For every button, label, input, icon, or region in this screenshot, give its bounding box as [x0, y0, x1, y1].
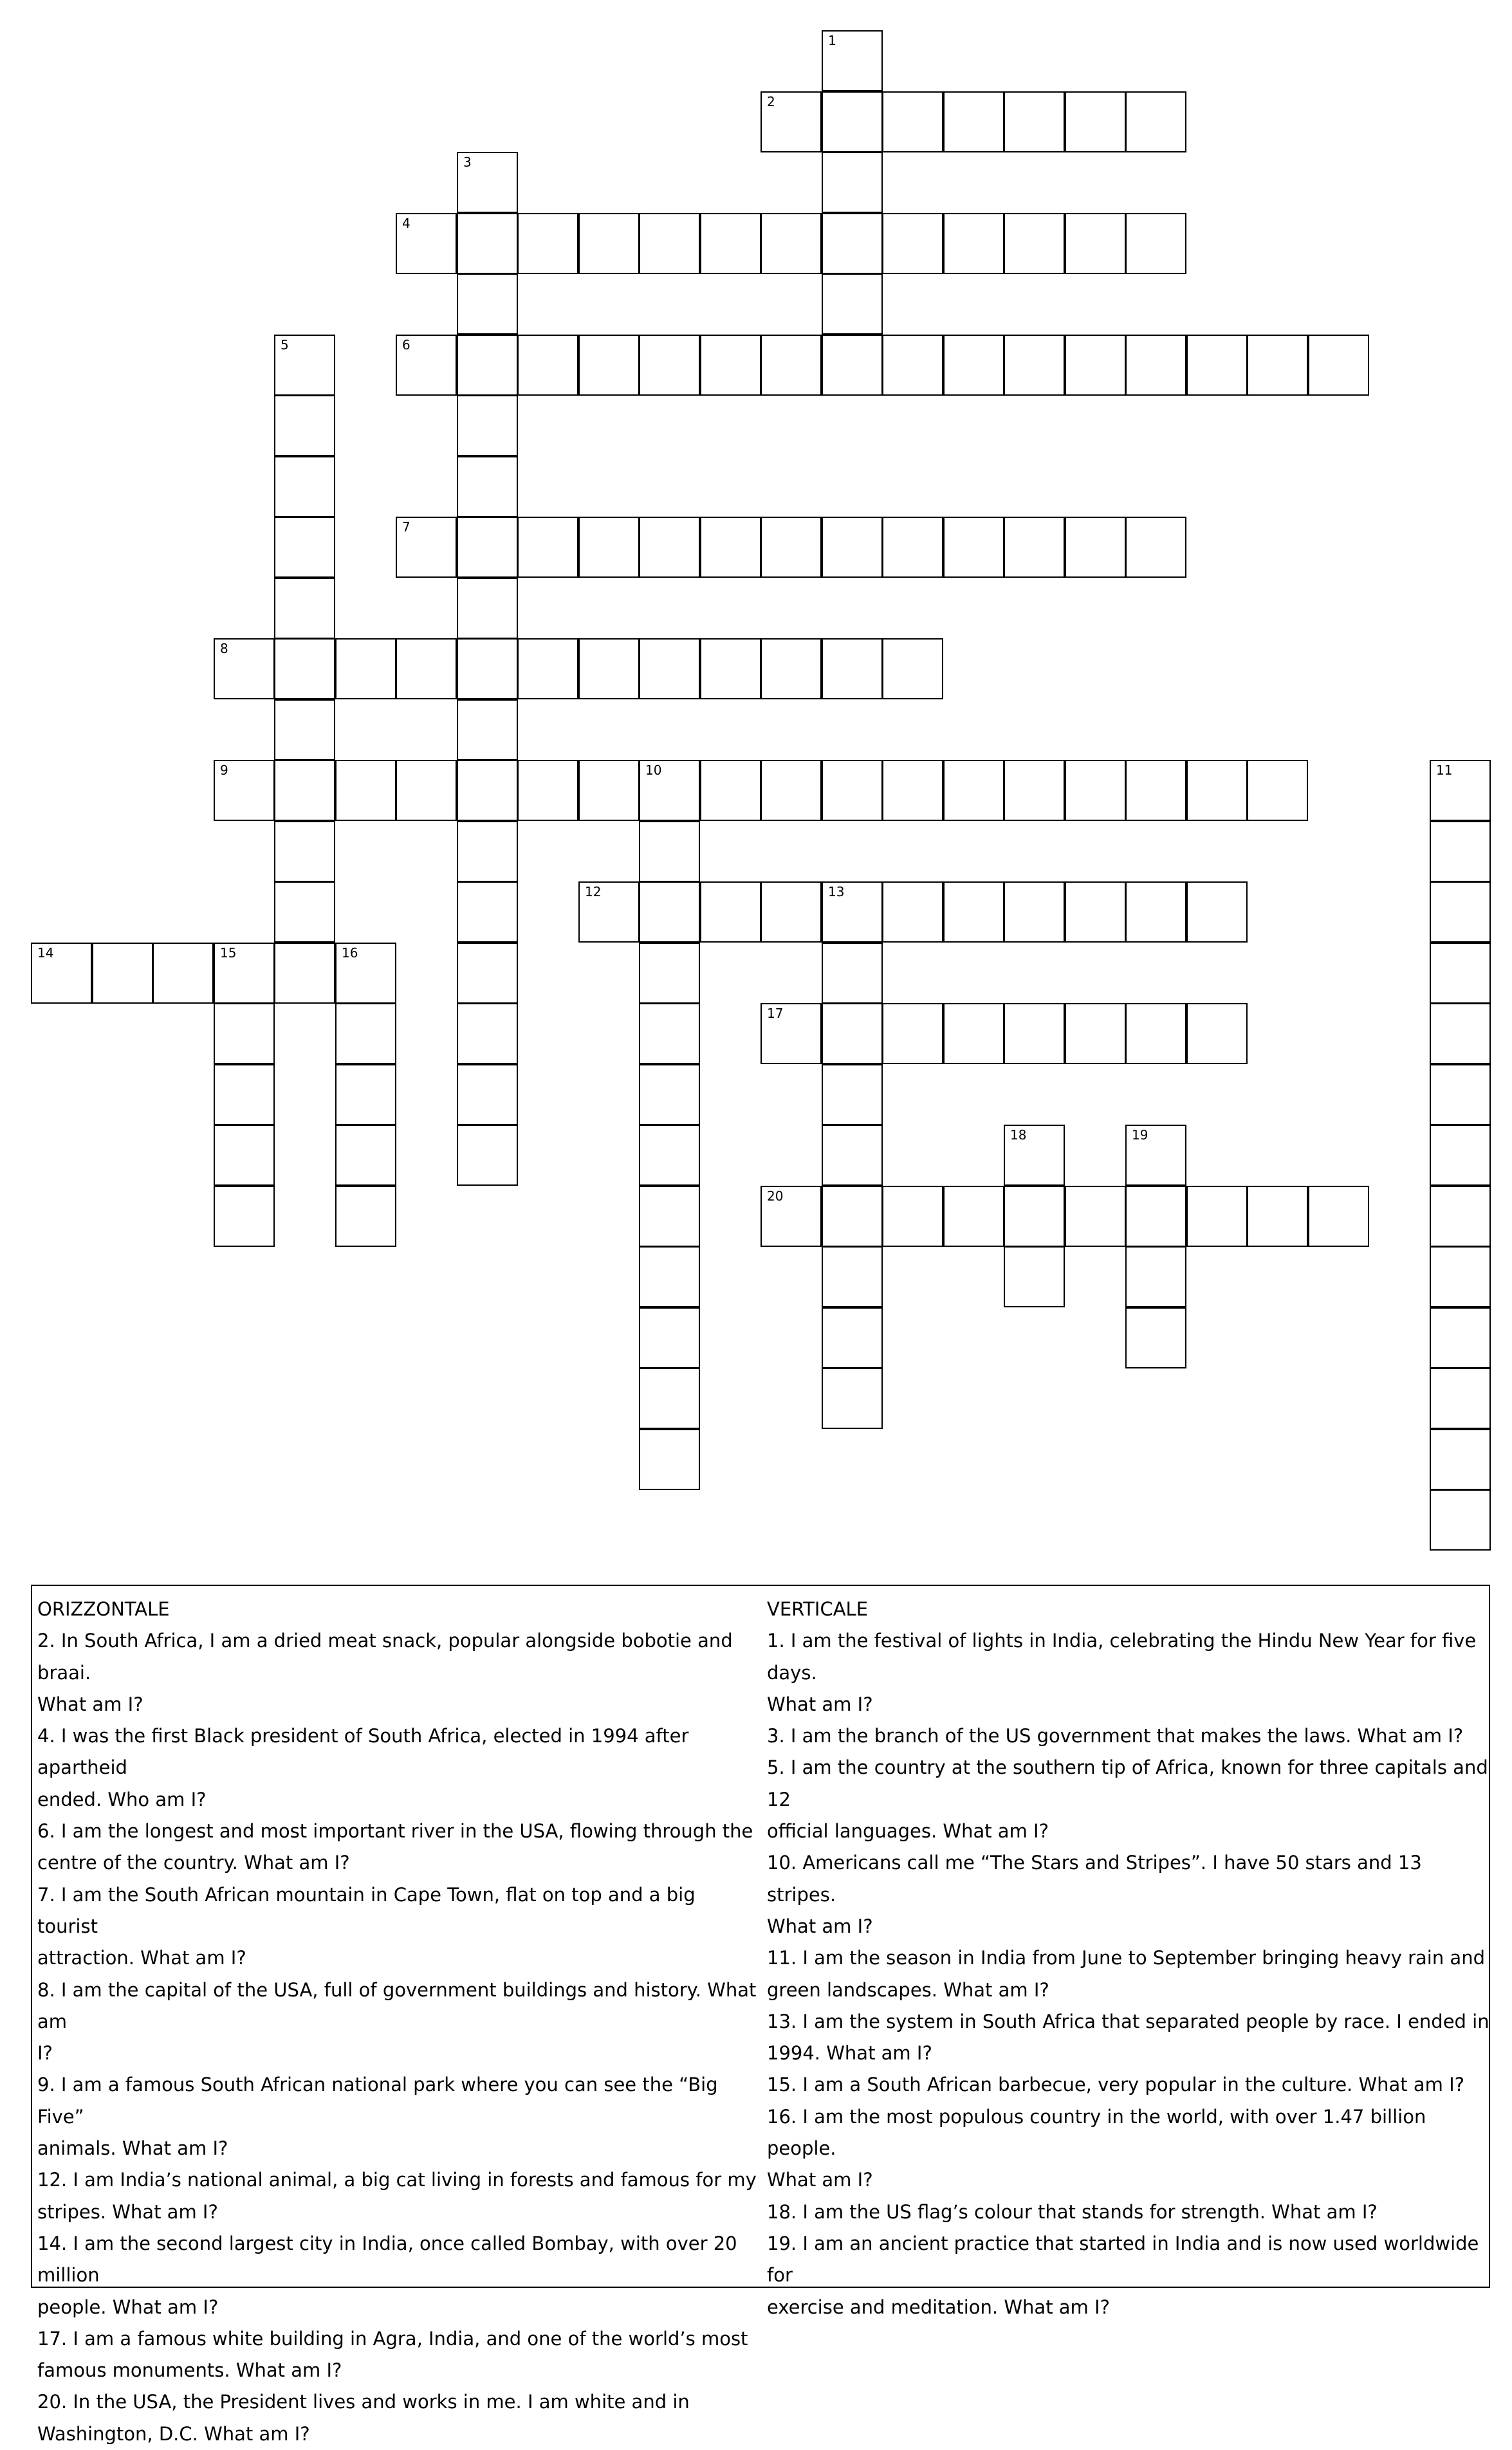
grid-cell[interactable]: [639, 1064, 700, 1125]
clue-number: 16: [342, 945, 358, 961]
grid-cell[interactable]: [882, 213, 943, 274]
clue-number: 19: [1132, 1127, 1148, 1143]
clue-number: 15: [220, 945, 237, 961]
grid-cell[interactable]: [578, 881, 640, 943]
down-clue-line: 16. I am the most populous country in the world, with over 1.47 billion people.: [767, 2105, 1426, 2160]
grid-cell[interactable]: [396, 517, 457, 578]
clues-box: [31, 1585, 1490, 2445]
grid-cell[interactable]: [1004, 517, 1065, 578]
grid-cell[interactable]: [517, 213, 578, 274]
across-clue-line: 8. I am the capital of the USA, full of government buildings and history. What am: [37, 1978, 757, 2032]
grid-cell[interactable]: [1065, 91, 1126, 152]
grid-cell[interactable]: [1186, 760, 1248, 821]
grid-cell[interactable]: [1065, 760, 1126, 821]
grid-cell[interactable]: [700, 760, 761, 821]
grid-cell[interactable]: [335, 1125, 396, 1186]
down-clue-line: What am I?: [767, 1693, 873, 1715]
grid-cell[interactable]: [457, 943, 518, 1004]
grid-cell[interactable]: [274, 821, 335, 882]
grid-cell[interactable]: [639, 1003, 700, 1064]
grid-cell[interactable]: [335, 1186, 396, 1247]
grid-cell[interactable]: [1430, 760, 1491, 821]
clue-number: 11: [1436, 762, 1453, 778]
clue-number: 7: [402, 519, 410, 535]
grid-cell[interactable]: [335, 943, 396, 1004]
grid-cell[interactable]: [639, 760, 700, 821]
grid-cell[interactable]: [943, 760, 1004, 821]
grid-cell[interactable]: [1430, 1064, 1491, 1125]
grid-cell[interactable]: [517, 760, 578, 821]
clue-number: 9: [220, 762, 228, 778]
across-clue-line: ended. Who am I?: [37, 1788, 207, 1810]
grid-cell[interactable]: [761, 638, 822, 699]
grid-cell[interactable]: [1004, 1186, 1065, 1247]
clue-number: 3: [463, 154, 472, 170]
down-clue-line: 15. I am a South African barbecue, very popular in the culture. What am I?: [767, 2074, 1465, 2096]
clue-number: 20: [767, 1188, 784, 1204]
grid-cell[interactable]: [943, 91, 1004, 152]
grid-cell[interactable]: [943, 213, 1004, 274]
grid-cell[interactable]: [639, 638, 700, 699]
grid-cell[interactable]: [639, 1307, 700, 1368]
clue-number: 5: [281, 337, 289, 353]
grid-cell[interactable]: [943, 1003, 1004, 1064]
grid-cell[interactable]: [1125, 1246, 1186, 1307]
grid-cell[interactable]: [214, 1003, 275, 1064]
grid-cell[interactable]: [578, 213, 640, 274]
grid-cell[interactable]: [457, 638, 518, 699]
grid-cell[interactable]: [1125, 1125, 1186, 1186]
grid-cell[interactable]: [578, 517, 640, 578]
grid-cell[interactable]: [517, 335, 578, 396]
grid-cell[interactable]: [882, 638, 943, 699]
grid-cell[interactable]: [882, 881, 943, 943]
grid-cell[interactable]: [761, 1186, 822, 1247]
grid-cell[interactable]: [92, 943, 153, 1004]
across-clue-line: people. What am I?: [37, 2296, 219, 2318]
grid-cell[interactable]: [214, 943, 275, 1004]
grid-cell[interactable]: [1430, 943, 1491, 1004]
grid-cell[interactable]: [578, 335, 640, 396]
grid-cell[interactable]: [700, 517, 761, 578]
grid-cell[interactable]: [1186, 1003, 1248, 1064]
across-clue-line: 4. I was the first Black president of South Africa, elected in 1994 after apartheid: [37, 1725, 689, 1779]
grid-cell[interactable]: [274, 638, 335, 699]
grid-cell[interactable]: [396, 638, 457, 699]
grid-cell[interactable]: [1430, 1489, 1491, 1551]
grid-cell[interactable]: [274, 881, 335, 943]
down-clues: [767, 1594, 1491, 2323]
grid-cell[interactable]: [1004, 1125, 1065, 1186]
grid-cell[interactable]: [1247, 335, 1308, 396]
grid-cell[interactable]: [822, 91, 883, 152]
clue-number: 8: [220, 641, 228, 656]
down-clue-line: 5. I am the country at the southern tip of Africa, known for three capitals and 12: [767, 1756, 1488, 1810]
down-clue-line: 19. I am an ancient practice that started in India and is now used worldwide for: [767, 2232, 1479, 2287]
grid-cell[interactable]: [882, 760, 943, 821]
grid-cell[interactable]: [457, 456, 518, 517]
grid-cell[interactable]: [578, 638, 640, 699]
grid-cell[interactable]: [943, 335, 1004, 396]
grid-cell[interactable]: [274, 760, 335, 821]
grid-cell[interactable]: [761, 213, 822, 274]
grid-cell[interactable]: [457, 1125, 518, 1186]
grid-cell[interactable]: [1004, 213, 1065, 274]
grid-cell[interactable]: [396, 760, 457, 821]
grid-cell[interactable]: [1125, 1003, 1186, 1064]
grid-cell[interactable]: [761, 881, 822, 943]
grid-cell[interactable]: [1004, 1003, 1065, 1064]
grid-cell[interactable]: [274, 517, 335, 578]
grid-cell[interactable]: [1125, 213, 1186, 274]
grid-cell[interactable]: [1430, 881, 1491, 943]
grid-cell[interactable]: [761, 517, 822, 578]
grid-cell[interactable]: [1004, 335, 1065, 396]
grid-cell[interactable]: [274, 335, 335, 396]
across-clue-line: 7. I am the South African mountain in Cape Town, flat on top and a big tourist: [37, 1883, 696, 1937]
grid-cell[interactable]: [31, 943, 92, 1004]
across-clue-line: centre of the country. What am I?: [37, 1852, 350, 1874]
grid-cell[interactable]: [1004, 91, 1065, 152]
grid-cell[interactable]: [214, 1186, 275, 1247]
grid-cell[interactable]: [214, 1064, 275, 1125]
across-clue-line: stripes. What am I?: [37, 2200, 218, 2223]
clue-number: 10: [645, 762, 662, 778]
grid-cell[interactable]: [274, 395, 335, 456]
grid-cell[interactable]: [822, 760, 883, 821]
grid-cell[interactable]: [822, 881, 883, 943]
grid-cell[interactable]: [214, 760, 275, 821]
grid-cell[interactable]: [396, 213, 457, 274]
grid-cell[interactable]: [396, 335, 457, 396]
grid-cell[interactable]: [1247, 1186, 1308, 1247]
grid-cell[interactable]: [517, 517, 578, 578]
grid-cell[interactable]: [822, 1125, 883, 1186]
grid-cell[interactable]: [943, 1186, 1004, 1247]
across-clue-line: What am I?: [37, 1693, 143, 1715]
across-clue-line: attraction. What am I?: [37, 1947, 246, 1969]
grid-cell[interactable]: [214, 638, 275, 699]
across-clue-list: [37, 1625, 758, 2450]
clue-number: 2: [767, 94, 775, 109]
grid-cell[interactable]: [822, 1246, 883, 1307]
down-clue-line: 11. I am the season in India from June to September bringing heavy rain and: [767, 1947, 1485, 1969]
across-clue-line: 17. I am a famous white building in Agra, India, and one of the world’s most: [37, 2327, 748, 2350]
grid-cell[interactable]: [822, 1064, 883, 1125]
grid-cell[interactable]: [1430, 1368, 1491, 1429]
grid-cell[interactable]: [639, 821, 700, 882]
grid-cell[interactable]: [700, 213, 761, 274]
grid-cell[interactable]: [335, 1064, 396, 1125]
down-clue-line: 1994. What am I?: [767, 2042, 932, 2065]
grid-cell[interactable]: [457, 335, 518, 396]
down-heading: VERTICALE: [767, 1598, 869, 1620]
grid-cell[interactable]: [822, 517, 883, 578]
grid-cell[interactable]: [639, 1125, 700, 1186]
grid-cell[interactable]: [335, 1003, 396, 1064]
grid-cell[interactable]: [1186, 1186, 1248, 1247]
grid-cell[interactable]: [639, 943, 700, 1004]
down-clue-line: 13. I am the system in South Africa that separated people by race. I ended in: [767, 2010, 1489, 2032]
grid-cell[interactable]: [639, 1429, 700, 1490]
grid-cell[interactable]: [639, 335, 700, 396]
grid-cell[interactable]: [335, 638, 396, 699]
down-clue-line: exercise and meditation. What am I?: [767, 2296, 1110, 2318]
grid-cell[interactable]: [214, 1125, 275, 1186]
grid-cell[interactable]: [274, 456, 335, 517]
grid-cell[interactable]: [822, 273, 883, 335]
grid-cell[interactable]: [274, 943, 335, 1004]
across-clue-line: 9. I am a famous South African national park where you can see the “Big Five”: [37, 2074, 718, 2128]
grid-cell[interactable]: [1125, 1186, 1186, 1247]
grid-cell[interactable]: [1430, 821, 1491, 882]
down-clue-line: official languages. What am I?: [767, 1820, 1049, 1843]
grid-cell[interactable]: [1430, 1186, 1491, 1247]
down-clue-line: 1. I am the festival of lights in India, celebrating the Hindu New Year for five days.: [767, 1630, 1477, 1684]
grid-cell[interactable]: [457, 152, 518, 213]
across-clue-line: 2. In South Africa, I am a dried meat snack, popular alongside bobotie and braai.: [37, 1630, 733, 1684]
across-clue-line: famous monuments. What am I?: [37, 2359, 342, 2382]
across-clue-line: 6. I am the longest and most important river in the USA, flowing through the: [37, 1820, 753, 1843]
grid-cell[interactable]: [761, 1003, 822, 1064]
down-clue-line: 10. Americans call me “The Stars and Stripes”. I have 50 stars and 13 stripes.: [767, 1852, 1422, 1906]
down-clue-line: green landscapes. What am I?: [767, 1978, 1049, 2001]
grid-cell[interactable]: [1125, 91, 1186, 152]
across-clue-line: Washington, D.C. What am I?: [37, 2422, 310, 2445]
grid-cell[interactable]: [822, 152, 883, 213]
across-clues: [37, 1594, 758, 2450]
grid-cell[interactable]: [1004, 1246, 1065, 1307]
grid-cell[interactable]: [882, 1186, 943, 1247]
grid-cell[interactable]: [457, 1003, 518, 1064]
grid-cell[interactable]: [639, 1368, 700, 1429]
clue-number: 14: [37, 945, 54, 961]
grid-cell[interactable]: [457, 821, 518, 882]
grid-cell[interactable]: [822, 638, 883, 699]
grid-cell[interactable]: [335, 760, 396, 821]
grid-cell[interactable]: [822, 943, 883, 1004]
grid-cell[interactable]: [457, 578, 518, 639]
grid-cell[interactable]: [639, 881, 700, 943]
down-clue-line: What am I?: [767, 2169, 873, 2191]
grid-cell[interactable]: [578, 760, 640, 821]
grid-cell[interactable]: [761, 335, 822, 396]
clue-number: 1: [828, 33, 836, 48]
grid-cell[interactable]: [1065, 1003, 1126, 1064]
grid-cell[interactable]: [1186, 335, 1248, 396]
grid-cell[interactable]: [1430, 1003, 1491, 1064]
grid-cell[interactable]: [1430, 1429, 1491, 1490]
grid-cell[interactable]: [639, 1186, 700, 1247]
grid-cell[interactable]: [457, 760, 518, 821]
grid-cell[interactable]: [943, 517, 1004, 578]
grid-cell[interactable]: [1065, 881, 1126, 943]
clue-number: 13: [828, 884, 845, 899]
grid-cell[interactable]: [882, 335, 943, 396]
grid-cell[interactable]: [822, 1307, 883, 1368]
grid-cell[interactable]: [882, 517, 943, 578]
grid-cell[interactable]: [822, 1368, 883, 1429]
grid-cell[interactable]: [882, 1003, 943, 1064]
grid-cell[interactable]: [457, 395, 518, 456]
grid-cell[interactable]: [1004, 881, 1065, 943]
grid-cell[interactable]: [700, 335, 761, 396]
grid-cell[interactable]: [822, 213, 883, 274]
across-clue-line: 20. In the USA, the President lives and works in me. I am white and in: [37, 2391, 690, 2413]
grid-cell[interactable]: [274, 699, 335, 760]
grid-cell[interactable]: [1430, 1125, 1491, 1186]
grid-cell[interactable]: [700, 881, 761, 943]
grid-cell[interactable]: [1308, 1186, 1369, 1247]
clue-number: 4: [402, 216, 410, 231]
clue-number: 17: [767, 1006, 784, 1021]
clue-number: 18: [1010, 1127, 1027, 1143]
grid-cell[interactable]: [152, 943, 214, 1004]
grid-cell[interactable]: [1125, 881, 1186, 943]
grid-cell[interactable]: [761, 91, 822, 152]
grid-cell[interactable]: [1065, 517, 1126, 578]
down-clue-line: What am I?: [767, 1915, 873, 1937]
grid-cell[interactable]: [822, 335, 883, 396]
grid-cell[interactable]: [822, 1003, 883, 1064]
down-clue-line: 3. I am the branch of the US government that makes the laws. What am I?: [767, 1725, 1464, 1747]
across-clue-line: 14. I am the second largest city in India, once called Bombay, with over 20 million: [37, 2232, 737, 2287]
grid-cell[interactable]: [274, 578, 335, 639]
grid-cell[interactable]: [700, 638, 761, 699]
grid-cell[interactable]: [1065, 213, 1126, 274]
grid-cell[interactable]: [822, 1186, 883, 1247]
grid-cell[interactable]: [639, 213, 700, 274]
grid-cell[interactable]: [457, 699, 518, 760]
grid-cell[interactable]: [517, 638, 578, 699]
grid-cell[interactable]: [1247, 760, 1308, 821]
grid-cell[interactable]: [1430, 1246, 1491, 1307]
grid-cell[interactable]: [1125, 335, 1186, 396]
grid-cell[interactable]: [457, 517, 518, 578]
down-clue-line: 18. I am the US flag’s colour that stands for strength. What am I?: [767, 2200, 1378, 2223]
grid-cell[interactable]: [1065, 335, 1126, 396]
grid-cell[interactable]: [639, 517, 700, 578]
grid-cell[interactable]: [761, 760, 822, 821]
grid-cell[interactable]: [457, 881, 518, 943]
clue-number: 6: [402, 337, 410, 353]
across-clue-line: 12. I am India’s national animal, a big cat living in forests and famous for my: [37, 2169, 757, 2191]
across-clue-line: I?: [37, 2042, 53, 2065]
grid-cell[interactable]: [1125, 517, 1186, 578]
grid-cell[interactable]: [1004, 760, 1065, 821]
grid-cell[interactable]: [1430, 1307, 1491, 1368]
clue-number: 12: [585, 884, 602, 899]
grid-cell[interactable]: [1186, 881, 1248, 943]
grid-cell[interactable]: [457, 213, 518, 274]
across-clue-line: animals. What am I?: [37, 2137, 228, 2160]
grid-cell[interactable]: [1065, 1186, 1126, 1247]
grid-cell[interactable]: [457, 1064, 518, 1125]
across-heading: ORIZZONTALE: [37, 1598, 170, 1620]
grid-cell[interactable]: [1308, 335, 1369, 396]
grid-cell[interactable]: [943, 881, 1004, 943]
grid-cell[interactable]: [822, 30, 883, 91]
grid-cell[interactable]: [882, 91, 943, 152]
grid-cell[interactable]: [1125, 760, 1186, 821]
grid-cell[interactable]: [1125, 1307, 1186, 1368]
grid-cell[interactable]: [639, 1246, 700, 1307]
grid-cell[interactable]: [457, 273, 518, 335]
down-clue-list: [767, 1625, 1491, 2323]
